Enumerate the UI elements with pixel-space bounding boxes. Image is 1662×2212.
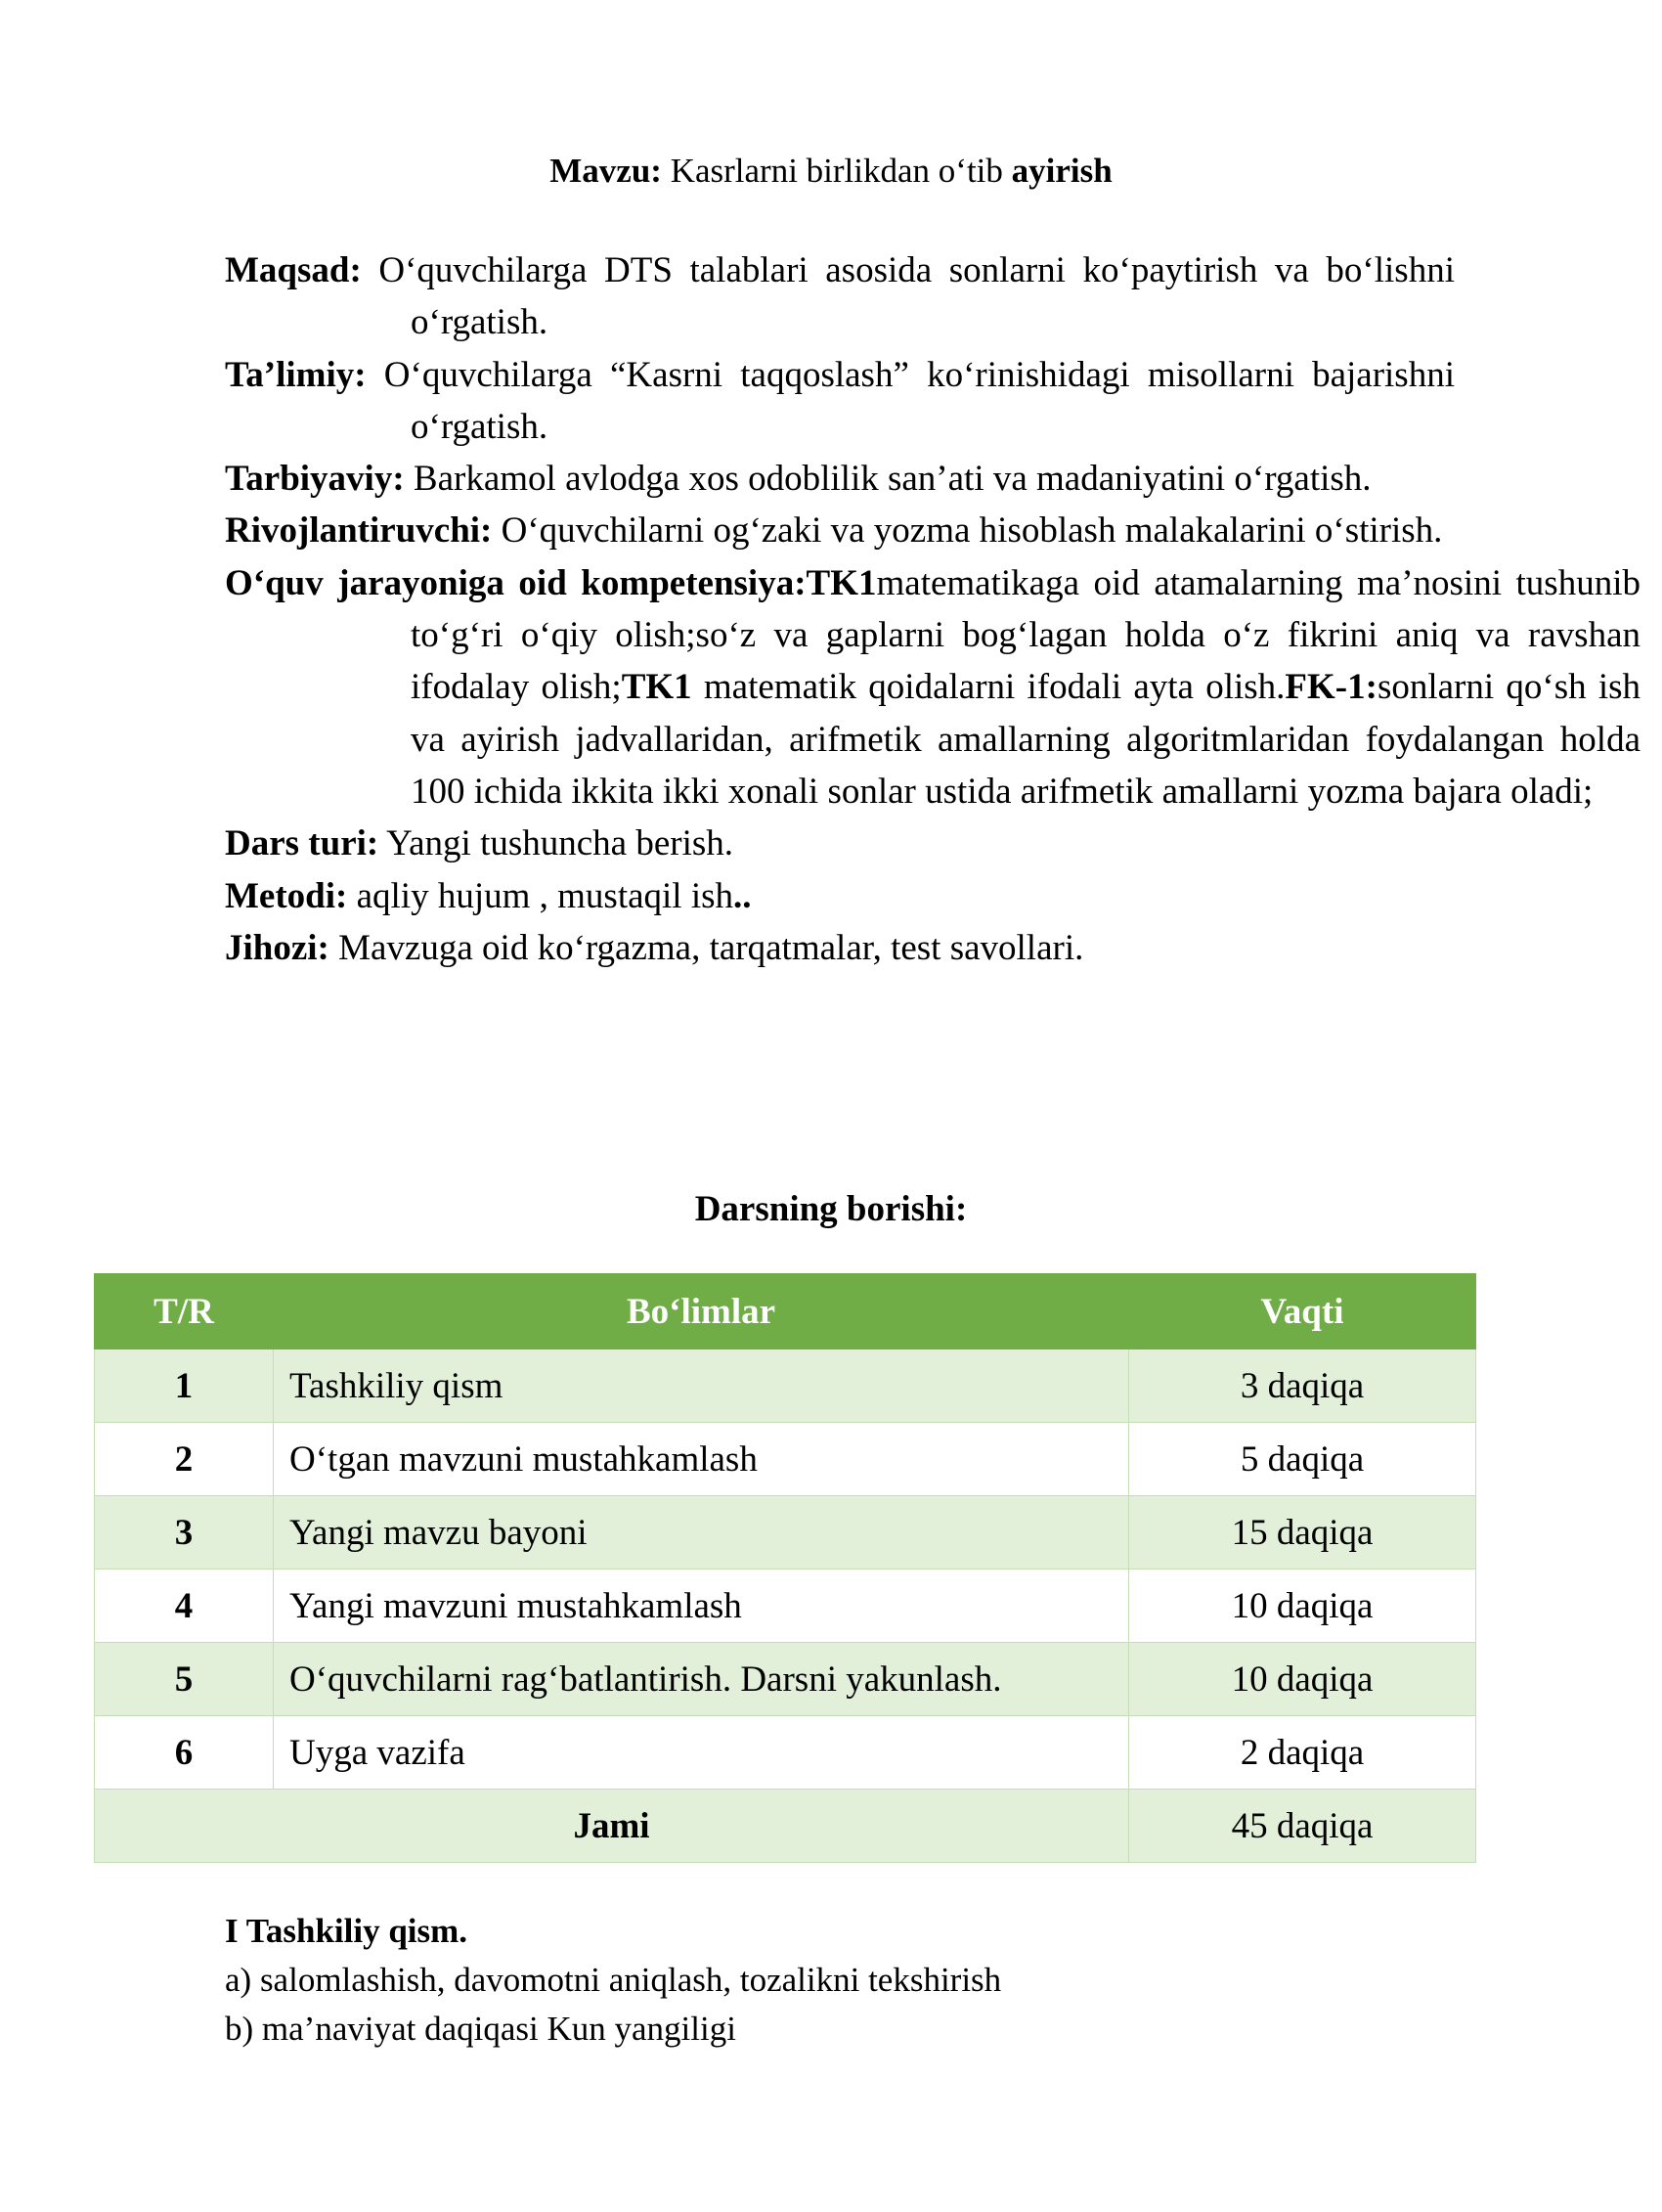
row-number: 3 (95, 1496, 274, 1570)
row-section: Yangi mavzu bayoni (274, 1496, 1129, 1570)
lesson-title (0, 147, 1662, 196)
title-label: Mavzu: (549, 152, 662, 190)
objective-label: O‘quv jarayoniga oid kompetensiya: (225, 562, 807, 603)
row-number: 1 (95, 1349, 274, 1423)
row-number: 2 (95, 1423, 274, 1496)
lesson-method (225, 870, 1455, 922)
objective-text: O‘quvchilarni og‘zaki va yozma hisoblash malakalarini o‘stirish. (492, 510, 1443, 552)
row-time: 5 daqiqa (1129, 1423, 1476, 1496)
table-total-row (95, 1790, 1476, 1863)
row-time: 15 daqiqa (1129, 1496, 1476, 1570)
objective-kompetensiya (225, 557, 1640, 818)
row-section: Yangi mavzuni mustahkamlash (274, 1570, 1129, 1643)
table-row (95, 1643, 1476, 1716)
objectives-block (225, 244, 1640, 974)
competency-code: FK-1: (1285, 667, 1378, 708)
total-time: 45 daqiqa (1129, 1790, 1476, 1863)
lesson-equipment (225, 922, 1455, 974)
lesson-flow-heading: Darsning borishi: (694, 1189, 968, 1229)
row-number: 5 (95, 1643, 274, 1716)
section-heading: I Tashkiliy qism. (225, 1912, 468, 1950)
row-time: 3 daqiqa (1129, 1349, 1476, 1423)
header-time: Vaqti (1129, 1274, 1476, 1349)
objective-text: Barkamol avlodga xos odoblilik san’ati va madaniyatini o‘rgatish. (404, 459, 1372, 500)
row-section: O‘quvchilarni rag‘batlantirish. Darsni yakunlash. (274, 1643, 1129, 1716)
objective-label: Tarbiyaviy: (225, 459, 405, 500)
list-item: a) salomlashish, davomotni aniqlash, tozalikni tekshirish (225, 1961, 1002, 1999)
table-row (95, 1349, 1476, 1423)
row-section: Uyga vazifa (274, 1716, 1129, 1790)
organizational-section (225, 1907, 1455, 2054)
row-time: 10 daqiqa (1129, 1570, 1476, 1643)
row-time: 2 daqiqa (1129, 1716, 1476, 1790)
objective-tarbiyaviy (225, 453, 1455, 505)
objective-label: Maqsad: (225, 250, 362, 290)
objective-label: Metodi: (225, 875, 348, 916)
lesson-plan-table (94, 1273, 1476, 1863)
table-row (95, 1716, 1476, 1790)
competency-code: TK1 (621, 667, 692, 708)
list-item: b) ma’naviyat daqiqasi Kun yangiligi (225, 2010, 736, 2048)
row-section: O‘tgan mavzuni mustahkamlash (274, 1423, 1129, 1496)
row-time: 10 daqiqa (1129, 1643, 1476, 1716)
table-header-row (95, 1274, 1476, 1349)
objective-tail: .. (733, 875, 752, 916)
objective-text: matematik qoidalarni ifodali ayta olish. (691, 667, 1286, 708)
objective-label: Ta’limiy: (225, 354, 367, 395)
objective-label: Dars turi: (225, 823, 379, 864)
objective-maqsad (225, 244, 1455, 349)
header-sections: Bo‘limlar (274, 1274, 1129, 1349)
objective-label: Jihozi: (225, 927, 329, 968)
title-text: Kasrlarni birlikdan o‘tib (661, 152, 1012, 190)
objective-talimiy (225, 349, 1455, 454)
objective-label: Rivojlantiruvchi: (225, 510, 493, 552)
objective-text: Yangi tushuncha berish. (378, 823, 734, 864)
title-emphasis: ayirish (1011, 152, 1113, 190)
table-row (95, 1570, 1476, 1643)
row-number: 6 (95, 1716, 274, 1790)
objective-rivojlantiruvchi (225, 505, 1455, 556)
objective-text: aqliy hujum , mustaqil ish (347, 875, 734, 916)
table-row (95, 1496, 1476, 1570)
objective-text: O‘quvchilarga DTS talablari asosida sonlarni ko‘paytirish va bo‘lishni o‘rgatish. (361, 250, 1455, 343)
total-label: Jami (95, 1790, 1129, 1863)
objective-text: Mavzuga oid ko‘rgazma, tarqatmalar, test savollari. (328, 927, 1084, 968)
lesson-type (225, 818, 1455, 869)
objective-text: matematikaga oid atamalarning ma’nosini tushunib to‘g‘ri o‘qiy olish;so‘z va gaplarni bog‘lagan holda o‘z fikrini aniq va ravshan ifodalay olish; (411, 562, 1640, 708)
objective-text: sonlarni qo‘sh ish va ayirish jadvallaridan, arifmetik amallarning algoritmlaridan foydalangan holda 100 ichida ikkita ikki xonali sonlar ustida arifmetik amallarni yozma bajara oladi; (411, 667, 1640, 812)
table-row (95, 1423, 1476, 1496)
objective-text: O‘quvchilarga “Kasrni taqqoslash” ko‘rinishidagi misollarni bajarishni o‘rgatish. (366, 354, 1455, 447)
competency-code: TK1 (806, 562, 877, 603)
row-number: 4 (95, 1570, 274, 1643)
header-tr: T/R (95, 1274, 274, 1349)
row-section: Tashkiliy qism (274, 1349, 1129, 1423)
